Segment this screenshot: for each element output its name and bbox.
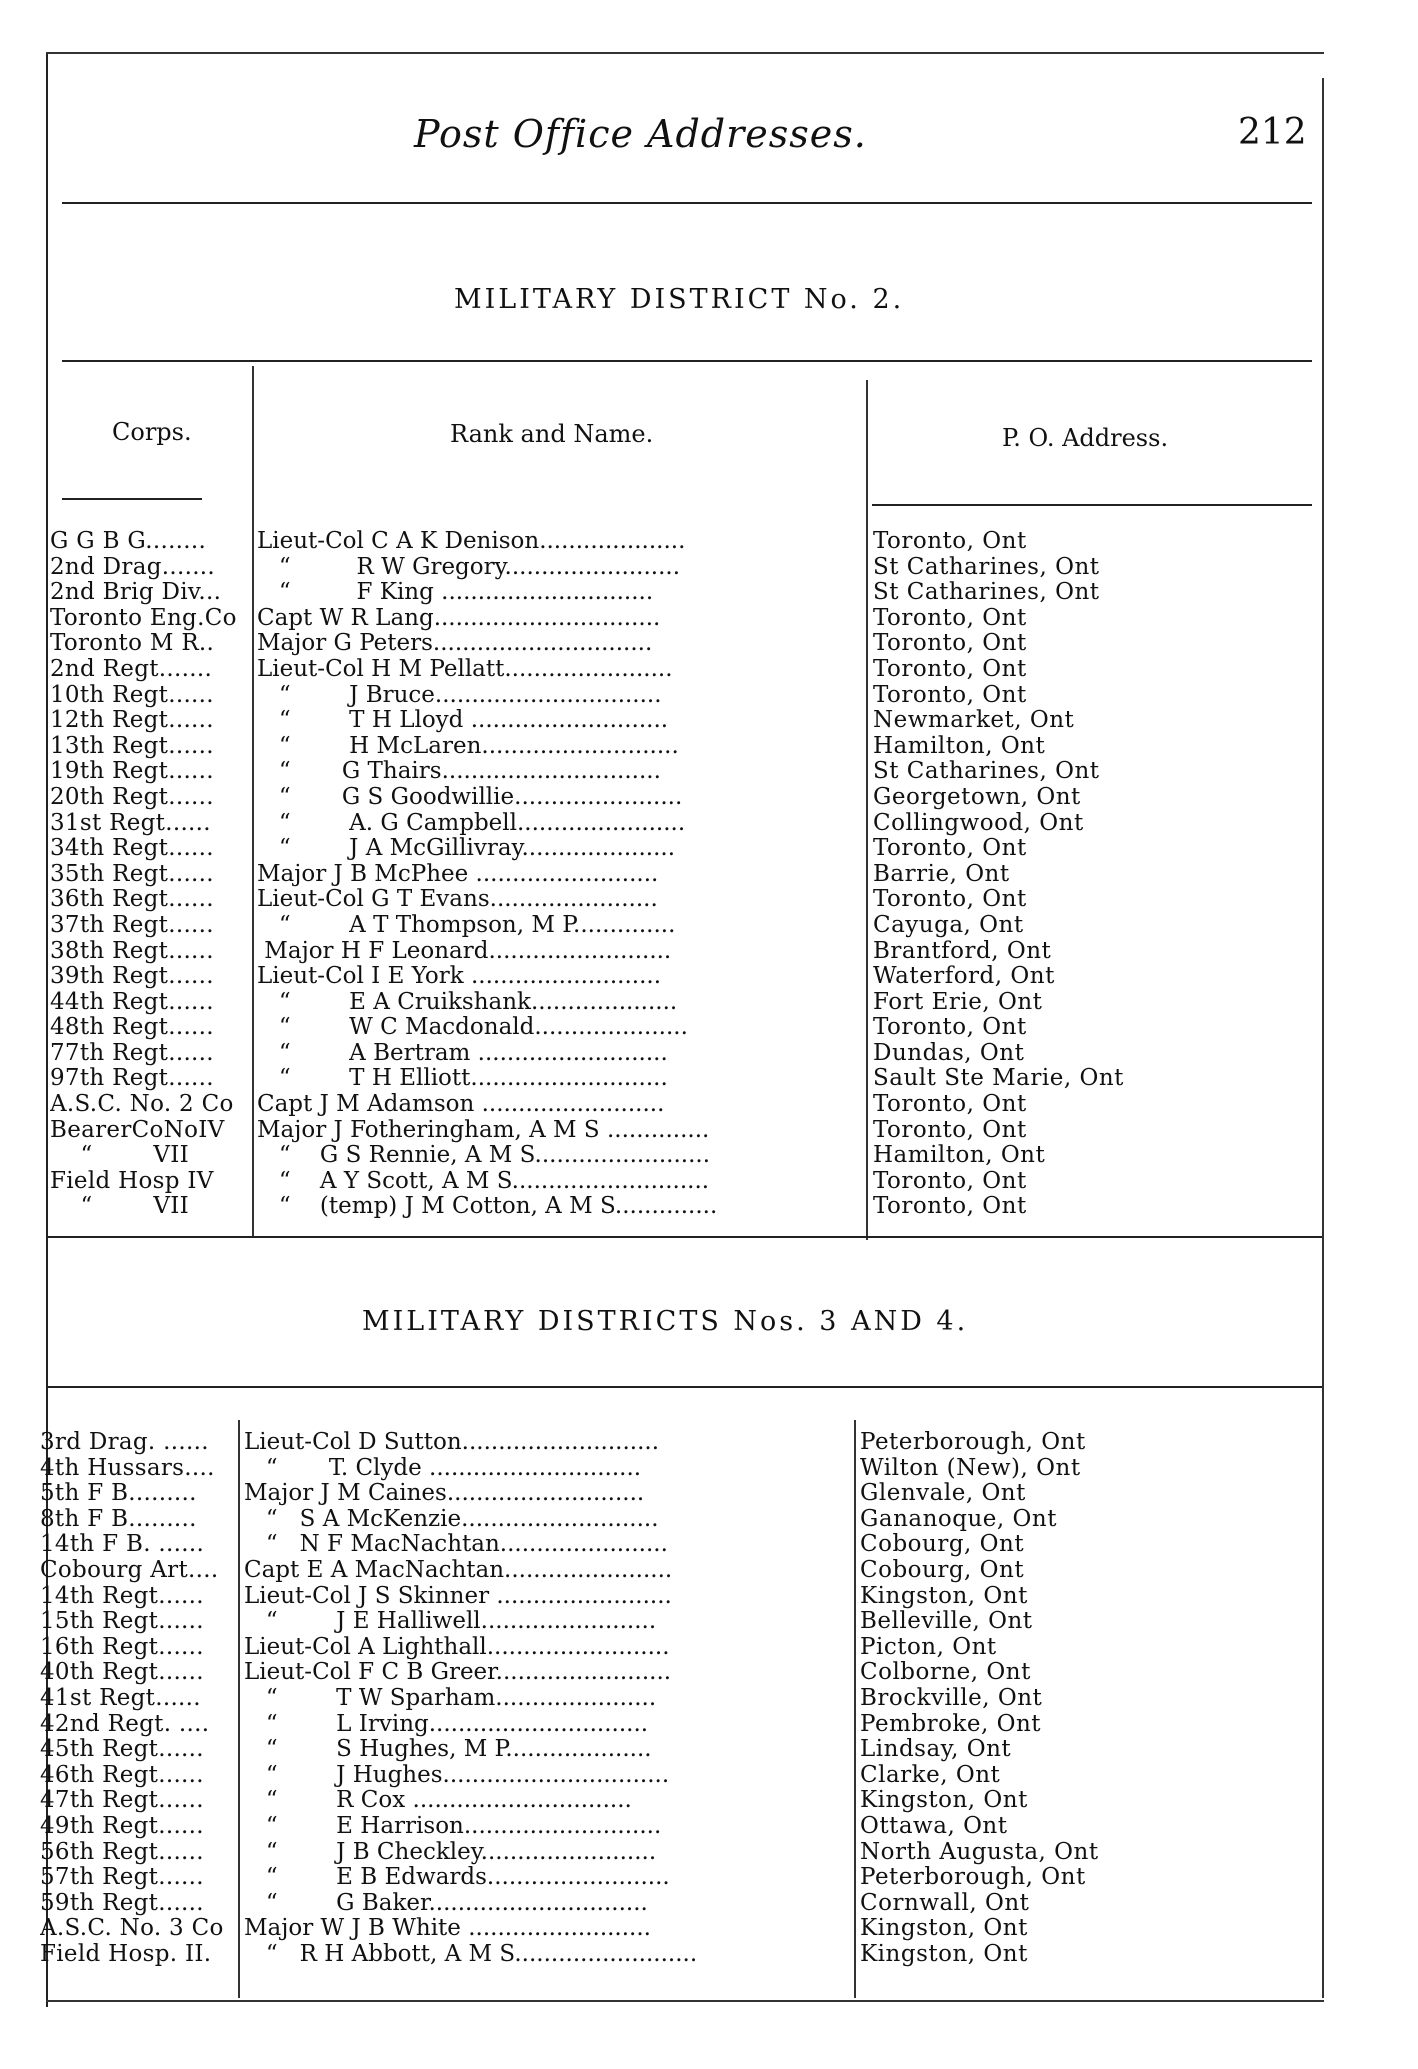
column-header-corps: Corps. [112,418,192,446]
corps-cell: 48th Regt...... [50,1015,214,1041]
rank-name-cell: Lieut-Col J S Skinner ........................ [244,1583,672,1609]
rank-name-cell: “ W C Macdonald..................... [257,1015,688,1041]
table-row [50,1092,1320,1118]
section2-table [40,1430,1320,1967]
address-header-rule [872,504,1312,506]
rank-name-cell: Major G Peters.............................. [257,631,653,657]
table-row [50,939,1320,965]
table-row [50,580,1320,606]
address-cell: Toronto, Ont [873,887,1027,913]
rank-name-cell: Lieut-Col H M Pellatt....................... [257,656,673,682]
rank-name-cell: “ J B Checkley........................ [244,1839,657,1865]
table-row [50,1143,1320,1169]
rank-name-cell: “ T H Elliott........................... [257,1066,668,1092]
rank-name-cell: Major H F Leonard......................... [257,938,672,964]
table-row [40,1558,1320,1584]
corps-cell: 16th Regt...... [40,1634,204,1660]
address-cell: Toronto, Ont [873,529,1027,554]
corps-cell: Field Hosp IV [50,1168,214,1194]
table-row [50,862,1320,888]
corps-cell: 39th Regt...... [50,964,214,990]
address-cell: St Catharines, Ont [873,580,1100,606]
address-cell: Toronto, Ont [873,836,1027,862]
address-cell: Collingwood, Ont [873,810,1084,836]
table-row [40,1788,1320,1814]
rank-name-cell: “ G S Goodwillie....................... [257,784,683,810]
address-cell: Wilton (New), Ont [860,1455,1081,1481]
rank-name-cell: Lieut-Col I E York .......................... [257,964,662,990]
address-cell: Cobourg, Ont [860,1557,1025,1583]
column-header-address: P. O. Address. [1002,424,1169,452]
rank-name-cell: Lieut-Col A Lighthall......................... [244,1634,670,1660]
rank-name-cell: “ S A McKenzie........................... [244,1506,659,1532]
address-cell: Sault Ste Marie, Ont [873,1066,1124,1092]
table-row [50,1066,1320,1092]
column-header-rank-name: Rank and Name. [450,420,654,448]
address-cell: Barrie, Ont [873,861,1010,887]
rank-name-cell: “ R H Abbott, A M S......................... [244,1941,698,1967]
address-cell: Toronto, Ont [873,1168,1027,1194]
address-cell: Cobourg, Ont [860,1532,1025,1558]
table-row [50,1015,1320,1041]
table-row [50,1041,1320,1067]
address-cell: Waterford, Ont [873,964,1055,990]
address-cell: Toronto, Ont [873,682,1027,708]
table-row [50,1169,1320,1195]
table-row [40,1865,1320,1891]
rank-name-cell: “ R Cox .............................. [244,1788,632,1814]
address-cell: Clarke, Ont [860,1762,1001,1788]
corps-cell: 34th Regt...... [50,836,214,862]
address-cell: Brantford, Ont [873,938,1052,964]
address-cell: St Catharines, Ont [873,554,1100,580]
rank-name-cell: “ A Bertram .......................... [257,1040,668,1066]
table-row [50,529,1320,555]
table-row [40,1456,1320,1482]
address-cell: Toronto, Ont [873,631,1027,657]
rank-name-cell: “ (temp) J M Cotton, A M S.............. [257,1194,718,1220]
table-row [40,1660,1320,1686]
corps-cell: 41st Regt...... [40,1685,201,1711]
page-title: Post Office Addresses. [414,112,867,156]
address-cell: Kingston, Ont [860,1941,1028,1967]
corps-cell: 47th Regt...... [40,1788,204,1814]
address-cell: Toronto, Ont [873,1015,1027,1041]
address-cell: Toronto, Ont [873,1194,1027,1220]
address-cell: Glenvale, Ont [860,1481,1026,1507]
corps-cell: Toronto Eng.Co [50,605,237,631]
rank-name-cell: “ E B Edwards......................... [244,1865,670,1891]
rank-name-cell: “ J Bruce............................... [257,682,662,708]
rank-name-cell: Major W J B White ......................... [244,1916,651,1942]
address-cell: Peterborough, Ont [860,1430,1086,1455]
table-row [40,1942,1320,1968]
corps-cell: 44th Regt...... [50,989,214,1015]
table-row [40,1584,1320,1610]
address-cell: Newmarket, Ont [873,708,1075,734]
table-row [50,606,1320,632]
table-row [50,887,1320,913]
section2-title: MILITARY DISTRICTS Nos. 3 AND 4. [362,1306,969,1337]
table-row [50,1194,1320,1220]
corps-cell: Toronto M R.. [50,631,215,657]
corps-cell: “ VII [50,1194,190,1220]
table-row [40,1763,1320,1789]
table-row [50,964,1320,990]
corps-cell: 45th Regt...... [40,1737,204,1763]
address-cell: Fort Erie, Ont [873,989,1043,1015]
address-cell: Georgetown, Ont [873,784,1081,810]
address-cell: Toronto, Ont [873,656,1027,682]
rank-name-cell: “ T H Lloyd ........................... [257,708,669,734]
address-cell: Gananoque, Ont [860,1506,1057,1532]
rank-name-cell: “ T W Sparham...................... [244,1685,657,1711]
rank-name-cell: Capt J M Adamson ......................... [257,1092,665,1118]
corps-cell: 2nd Regt....... [50,656,213,682]
table-row [50,708,1320,734]
corps-cell: 15th Regt...... [40,1609,204,1635]
table-row [40,1712,1320,1738]
corps-cell: A.S.C. No. 3 Co [40,1916,224,1942]
corps-cell: 40th Regt...... [40,1660,204,1686]
rank-name-cell: “ A Y Scott, A M S........................... [257,1168,710,1194]
address-cell: Toronto, Ont [873,1117,1027,1143]
rank-name-cell: “ L Irving.............................. [244,1711,649,1737]
rank-name-cell: “ G S Rennie, A M S........................ [257,1143,711,1169]
corps-cell: 12th Regt...... [50,708,214,734]
corps-cell: Field Hosp. II. [40,1941,212,1967]
address-cell: Pembroke, Ont [860,1711,1042,1737]
corps-cell: 38th Regt...... [50,938,214,964]
table-row [50,811,1320,837]
corps-cell: 57th Regt...... [40,1865,204,1891]
header-rule [62,202,1312,204]
corps-cell: 20th Regt...... [50,784,214,810]
corps-cell: 36th Regt...... [50,887,214,913]
rank-name-cell: “ E Harrison........................... [244,1813,662,1839]
corps-cell: 14th F B. ...... [40,1532,205,1558]
rank-name-cell: “ J E Halliwell........................ [244,1609,657,1635]
table-row [40,1481,1320,1507]
corps-cell: 4th Hussars.... [40,1455,215,1481]
page-border-right [1322,78,1324,1998]
rank-name-cell: “ J Hughes............................... [244,1762,670,1788]
address-cell: North Augusta, Ont [860,1839,1099,1865]
table-row [40,1891,1320,1917]
table-row [50,990,1320,1016]
address-cell: Kingston, Ont [860,1916,1028,1942]
corps-cell: Cobourg Art.... [40,1557,219,1583]
table-row [40,1507,1320,1533]
address-cell: Ottawa, Ont [860,1813,1008,1839]
corps-header-rule [62,498,202,500]
table-row [40,1609,1320,1635]
corps-cell: A.S.C. No. 2 Co [50,1092,234,1118]
address-cell: Cayuga, Ont [873,912,1024,938]
section1-top-rule [62,360,1312,362]
table-row [40,1430,1320,1456]
corps-cell: 56th Regt...... [40,1839,204,1865]
corps-cell: 42nd Regt. .... [40,1711,210,1737]
table-row [50,785,1320,811]
table-row [50,913,1320,939]
rank-name-cell: Lieut-Col C A K Denison.................... [257,529,686,554]
address-cell: Kingston, Ont [860,1583,1028,1609]
address-cell: Kingston, Ont [860,1788,1028,1814]
corps-cell: 35th Regt...... [50,861,214,887]
table-row [50,657,1320,683]
rank-name-cell: “ H McLaren........................... [257,733,679,759]
address-cell: Cornwall, Ont [860,1890,1030,1916]
table-row [50,836,1320,862]
corps-cell: 77th Regt...... [50,1040,214,1066]
corps-cell: 19th Regt...... [50,759,214,785]
rank-name-cell: “ R W Gregory........................ [257,554,681,580]
corps-cell: 59th Regt...... [40,1890,204,1916]
address-cell: Peterborough, Ont [860,1865,1086,1891]
section1-bottom-rule [46,1236,1322,1238]
corps-cell: 14th Regt...... [40,1583,204,1609]
corps-cell: BearerCoNoIV [50,1117,225,1143]
corps-cell: 2nd Brig Div... [50,580,222,606]
address-cell: Toronto, Ont [873,605,1027,631]
corps-cell: 31st Regt...... [50,810,211,836]
page-border-top [46,52,1324,54]
address-cell: Picton, Ont [860,1634,997,1660]
rank-name-cell: “ J A McGillivray..................... [257,836,676,862]
section2-top-rule [46,1386,1322,1388]
corps-cell: 37th Regt...... [50,912,214,938]
table-row [40,1737,1320,1763]
corps-cell: 2nd Drag....... [50,554,216,580]
rank-name-cell: “ S Hughes, M P.................... [244,1737,652,1763]
rank-name-cell: Major J Fotheringham, A M S .............. [257,1117,710,1143]
table-row [40,1635,1320,1661]
table-row [50,631,1320,657]
rank-name-cell: “ F King ............................. [257,580,654,606]
address-cell: Toronto, Ont [873,1092,1027,1118]
rank-name-cell: Lieut-Col F C B Greer........................ [244,1660,672,1686]
table-row [40,1840,1320,1866]
corps-cell: 10th Regt...... [50,682,214,708]
page-border-bottom [46,2000,1324,2002]
address-cell: Belleville, Ont [860,1609,1033,1635]
corps-cell: 8th F B......... [40,1506,197,1532]
corps-cell: G G B G........ [50,529,207,554]
table-row [50,734,1320,760]
table-row [40,1686,1320,1712]
corps-cell: “ VII [50,1143,190,1169]
corps-cell: 3rd Drag. ...... [40,1430,209,1455]
rank-name-cell: “ T. Clyde ............................. [244,1455,642,1481]
rank-name-cell: Capt W R Lang............................... [257,605,661,631]
address-cell: Hamilton, Ont [873,733,1046,759]
table-row [40,1532,1320,1558]
address-cell: Lindsay, Ont [860,1737,1012,1763]
table-row [50,759,1320,785]
corps-cell: 49th Regt...... [40,1813,204,1839]
address-cell: Brockville, Ont [860,1685,1043,1711]
rank-name-cell: Lieut-Col G T Evans....................... [257,887,658,913]
rank-name-cell: Major J M Caines........................... [244,1481,645,1507]
rank-name-cell: “ E A Cruikshank.................... [257,989,678,1015]
rank-name-cell: “ N F MacNachtan....................... [244,1532,668,1558]
rank-name-cell: “ A. G Campbell....................... [257,810,686,836]
corps-cell: 13th Regt...... [50,733,214,759]
page-number: 212 [1238,112,1307,153]
rank-name-cell: Capt E A MacNachtan....................... [244,1557,673,1583]
address-cell: St Catharines, Ont [873,759,1100,785]
corps-cell: 5th F B......... [40,1481,197,1507]
address-cell: Hamilton, Ont [873,1143,1046,1169]
rank-name-cell: Major J B McPhee ......................... [257,861,659,887]
corps-cell: 97th Regt...... [50,1066,214,1092]
table-row [50,555,1320,581]
table-row [40,1814,1320,1840]
rank-name-cell: Lieut-Col D Sutton........................... [244,1430,660,1455]
rank-name-cell: “ G Thairs.............................. [257,759,661,785]
section1-table [50,529,1320,1220]
rank-name-cell: “ A T Thompson, M P.............. [257,912,676,938]
address-cell: Dundas, Ont [873,1040,1025,1066]
table-row [50,1118,1320,1144]
rank-name-cell: “ G Baker.............................. [244,1890,648,1916]
corps-cell: 46th Regt...... [40,1762,204,1788]
table-row [50,683,1320,709]
table-row [40,1916,1320,1942]
section1-title: MILITARY DISTRICT No. 2. [454,284,905,315]
address-cell: Colborne, Ont [860,1660,1031,1686]
